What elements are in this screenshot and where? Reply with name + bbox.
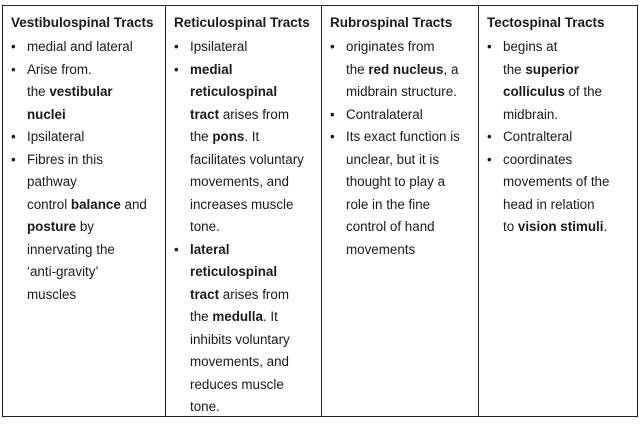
list-item: • Arise from. the vestibular nuclei bbox=[11, 59, 161, 127]
bullet-icon: • bbox=[487, 151, 492, 167]
bullet-list bbox=[11, 36, 161, 306]
bullet-icon: • bbox=[174, 241, 179, 257]
list-item: • Its exact function is unclear, but it is thought to play a role in the fine control of hand movements bbox=[330, 126, 474, 261]
bullet-icon: • bbox=[330, 106, 335, 122]
list-item: • Contralateral bbox=[330, 104, 474, 127]
bullet-icon: • bbox=[174, 61, 179, 77]
bullet-icon: • bbox=[11, 129, 16, 144]
column-tectospinal bbox=[479, 6, 637, 416]
bullet-icon: • bbox=[487, 129, 492, 144]
column-reticulospinal bbox=[166, 6, 321, 416]
column-heading: Vestibulospinal Tracts bbox=[11, 15, 154, 30]
bullet-list bbox=[330, 36, 474, 261]
bullet-icon: • bbox=[487, 39, 492, 54]
bullet-icon: • bbox=[330, 129, 335, 144]
column-vestibulospinal bbox=[3, 6, 165, 416]
bullet-icon: • bbox=[330, 39, 335, 54]
list-item: • lateral reticulospinal tract arises from the medulla. It inhibits voluntary movements, and reduces muscle tone. bbox=[174, 239, 317, 419]
tracts-table bbox=[2, 5, 638, 417]
column-rubrospinal bbox=[322, 6, 478, 416]
bullet-icon: • bbox=[11, 61, 16, 77]
bullet-icon: • bbox=[11, 39, 16, 54]
list-item: • originates from the red nucleus, a midbrain structure. bbox=[330, 36, 474, 104]
list-item: • begins at the superior colliculus of the midbrain. bbox=[487, 36, 633, 126]
list-item: • Fibres in this pathway control balance and posture by innervating the ‘anti-gravity’ muscles bbox=[11, 149, 161, 307]
list-item: • Ipsilateral bbox=[174, 36, 317, 59]
list-item: • Contralteral bbox=[487, 126, 633, 149]
bullet-icon: • bbox=[174, 39, 179, 54]
column-heading: Tectospinal Tracts bbox=[487, 15, 605, 30]
bullet-list bbox=[174, 36, 317, 419]
column-heading: Reticulospinal Tracts bbox=[174, 15, 310, 30]
bullet-list bbox=[487, 36, 633, 239]
list-item: • medial and lateral bbox=[11, 36, 161, 59]
column-heading: Rubrospinal Tracts bbox=[330, 15, 453, 30]
list-item: • medial reticulospinal tract arises from the pons. It facilitates voluntary movements, and increases muscle tone. bbox=[174, 59, 317, 239]
list-item: • Ipsilateral bbox=[11, 126, 161, 149]
bullet-icon: • bbox=[11, 151, 16, 167]
list-item: • coordinates movements of the head in relation to vision stimuli. bbox=[487, 149, 633, 239]
